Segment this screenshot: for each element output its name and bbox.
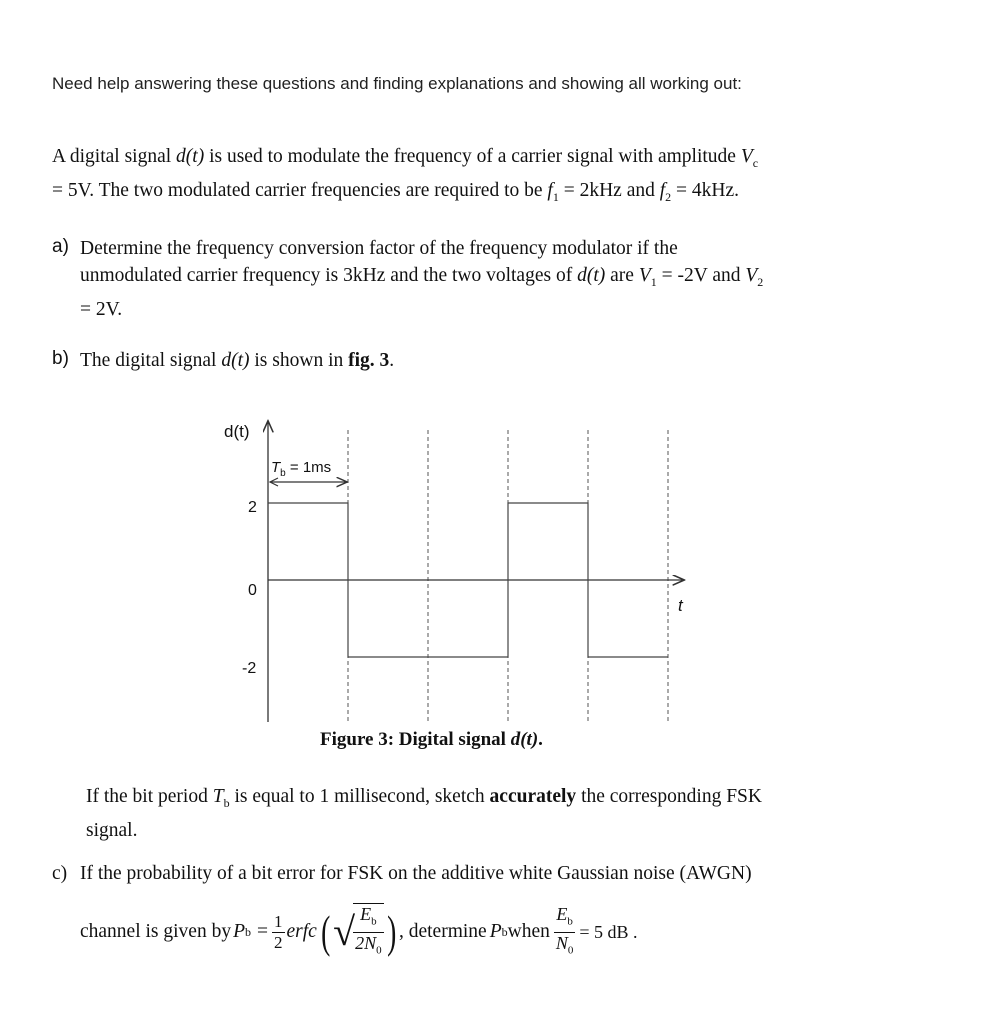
eb-n0-fraction: $\frac{E_b}{N_0}$ <box>555 903 574 957</box>
tb-annotation: $T_b = 1ms$ <box>271 459 332 479</box>
intro-text: Need help answering these questions and finding explanations and showing all working out: <box>52 74 742 93</box>
y-tick-label: 2 <box>248 499 257 516</box>
sqrt-sign: √ <box>333 909 356 954</box>
right-paren: ) <box>386 906 396 957</box>
part-b-label: b) <box>52 348 69 369</box>
y-tick-label: -2 <box>242 660 257 677</box>
y-tick-label: 0 <box>248 582 257 599</box>
part-c-line2: channel is given by P b = $\frac{1}{2}$ erfc ( √ $\frac{E_b}{2N_0}$ ) , determine P b when $\frac{E_b}{N_0}$ = 5 dB . <box>80 902 638 962</box>
x-axis-label: t <box>678 596 683 615</box>
part-c-label: c) <box>52 863 68 884</box>
part-b-text: The digital signal d(t) is shown in fig. 3. <box>80 350 395 371</box>
sqrt-fraction: $\frac{E_b}{2N_0}$ <box>353 903 384 960</box>
problem-statement: A digital signal d(t) is used to modulate the frequency of a carrier signal with amplitude $V_c$ = 5V. The two modulated carrier frequencies are required to be $f_1 = 2kHz$ and $f_2 = 4kHz$. <box>52 146 759 204</box>
y-axis-label: d(t) <box>224 422 250 441</box>
part-a-text: Determine the frequency conversion factor of the frequency modulator if the unmodulated carrier frequency is 3kHz and the two voltages of d(t) are $V_1 = -2V$ and $V_2$ = 2V. <box>80 238 764 320</box>
figure-caption: Figure 3: Digital signal d(t). <box>320 729 543 750</box>
left-paren: ( <box>320 906 331 957</box>
part-c-line1: If the probability of a bit error for FSK on the additive white Gaussian noise (AWGN) <box>80 863 752 884</box>
half-fraction: $\frac{1}{2}$ <box>274 911 283 952</box>
part-b-question: If the bit period $T_b$ is equal to 1 millisecond, sketch accurately the corresponding FSK signal. <box>86 786 762 841</box>
part-a-label: a) <box>52 236 69 257</box>
